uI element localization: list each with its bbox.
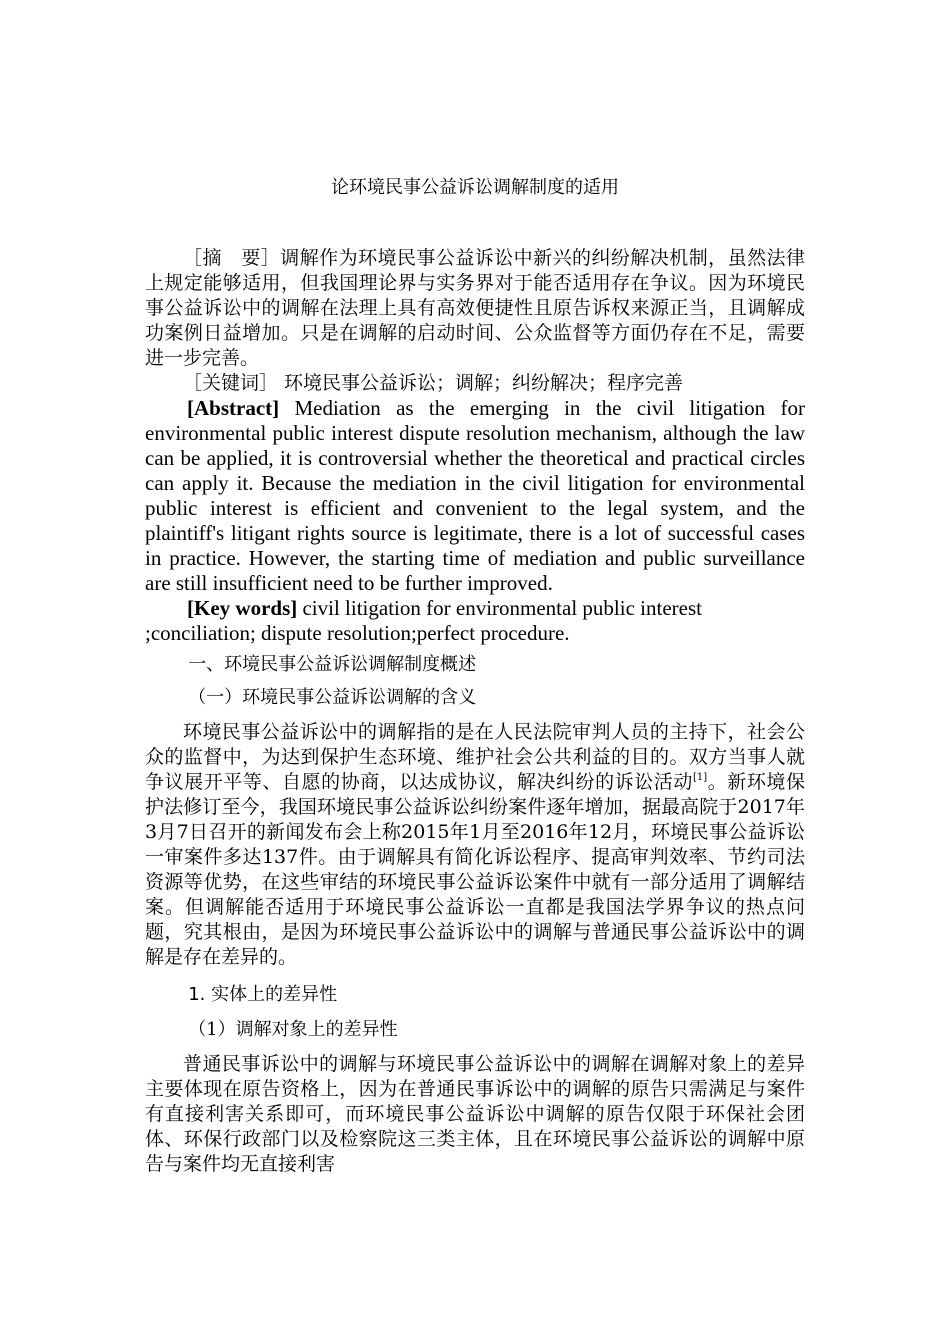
keywords-en xyxy=(145,596,805,646)
citation-ref-1: [1] xyxy=(692,772,708,783)
abstract-en xyxy=(145,396,805,596)
abstract-en-label: [Abstract] xyxy=(187,396,280,420)
body-paragraph-2: 普通民事诉讼中的调解与环境民事公益诉讼中的调解在调解对象上的差异主要体现在原告资格上，因为在普通民事诉讼中的调解的原告只需满足与案件有直接利害关系即可，而环境民事公益诉讼中调解的原告仅限于环保社会团体、环保行政部门以及检察院这三类主体，且在环境民事公益诉讼的调解中原告与案件均无直接利害 xyxy=(145,1053,805,1175)
subsection-heading-1: （一）环境民事公益诉讼调解的含义 xyxy=(188,687,477,708)
keywords-en-text: civil litigation for environmental public interest ;conciliation; dispute resolution;perfect procedure. xyxy=(145,596,702,645)
body-paragraph-1-part-a: 环境民事公益诉讼中的调解指的是在人民法院审判人员的主持下，社会公众的监督中，为达到保护生态环境、维护社会公共利益的目的。双方当事人就争议展开平等、自愿的协商，以达成协议，解决纠纷的诉讼活动 xyxy=(145,721,805,793)
section-heading-1: 一、环境民事公益诉讼调解制度概述 xyxy=(188,654,477,675)
body-paragraph-1-part-b: 。新环境保护法修订至今，我国环境民事公益诉讼纠纷案件逐年增加，据最高院于2017年3月7日召开的新闻发布会上称2015年1月至2016年12月，环境民事公益诉讼一审案件多达137件。由于调解具有简化诉讼程序、提高审判效率、节约司法资源等优势，在这些审结的环境民事公益诉讼案件中就有一部分适用了调解结案。但调解能否适用于环境民事公益诉讼一直都是我国法学界争议的热点问题，究其根由，是因为环境民事公益诉讼中的调解与普通民事公益诉讼中的调解是存在差异的。 xyxy=(145,771,805,968)
paper-body xyxy=(145,246,805,1177)
body-paragraph-1 xyxy=(145,720,805,970)
keywords-cn xyxy=(145,371,805,396)
abstract-cn-text: 调解作为环境民事公益诉讼中新兴的纠纷解决机制，虽然法律上规定能够适用，但我国理论界与实务界对于能否适用存在争议。因为环境民事公益诉讼中的调解在法理上具有高效便捷性且原告诉权来源正当，且调解成功案例日益增加。只是在调解的启动时间、公众监督等方面仍存在不足，需要进一步完善。 xyxy=(145,247,805,369)
point-heading-1: 1. 实体上的差异性 xyxy=(188,984,338,1005)
abstract-en-text: Mediation as the emerging in the civil litigation for environmental public interest dispute resolution mechanism, although the law can be applied, it is controversial whether the theoretical and practical circles can apply it. Because the mediation in the civil litigation for environmental public interest is efficient and convenient to the legal system, and the plaintiff's litigant rights source is legitimate, there is a lot of successful cases in practice. However, the starting time of mediation and public surveillance are still insufficient need to be further improved. xyxy=(145,396,805,595)
keywords-cn-label: ［关键词］ xyxy=(183,372,279,394)
keywords-cn-text: 环境民事公益诉讼；调解；纠纷解决；程序完善 xyxy=(278,372,684,394)
keywords-en-label: [Key words] xyxy=(187,596,298,620)
sub-point-heading-1: （1）调解对象上的差异性 xyxy=(188,1019,398,1040)
abstract-cn xyxy=(145,246,805,371)
paper-title: 论环境民事公益诉讼调解制度的适用 xyxy=(331,177,619,198)
abstract-cn-label: ［摘 要］ xyxy=(183,247,281,269)
